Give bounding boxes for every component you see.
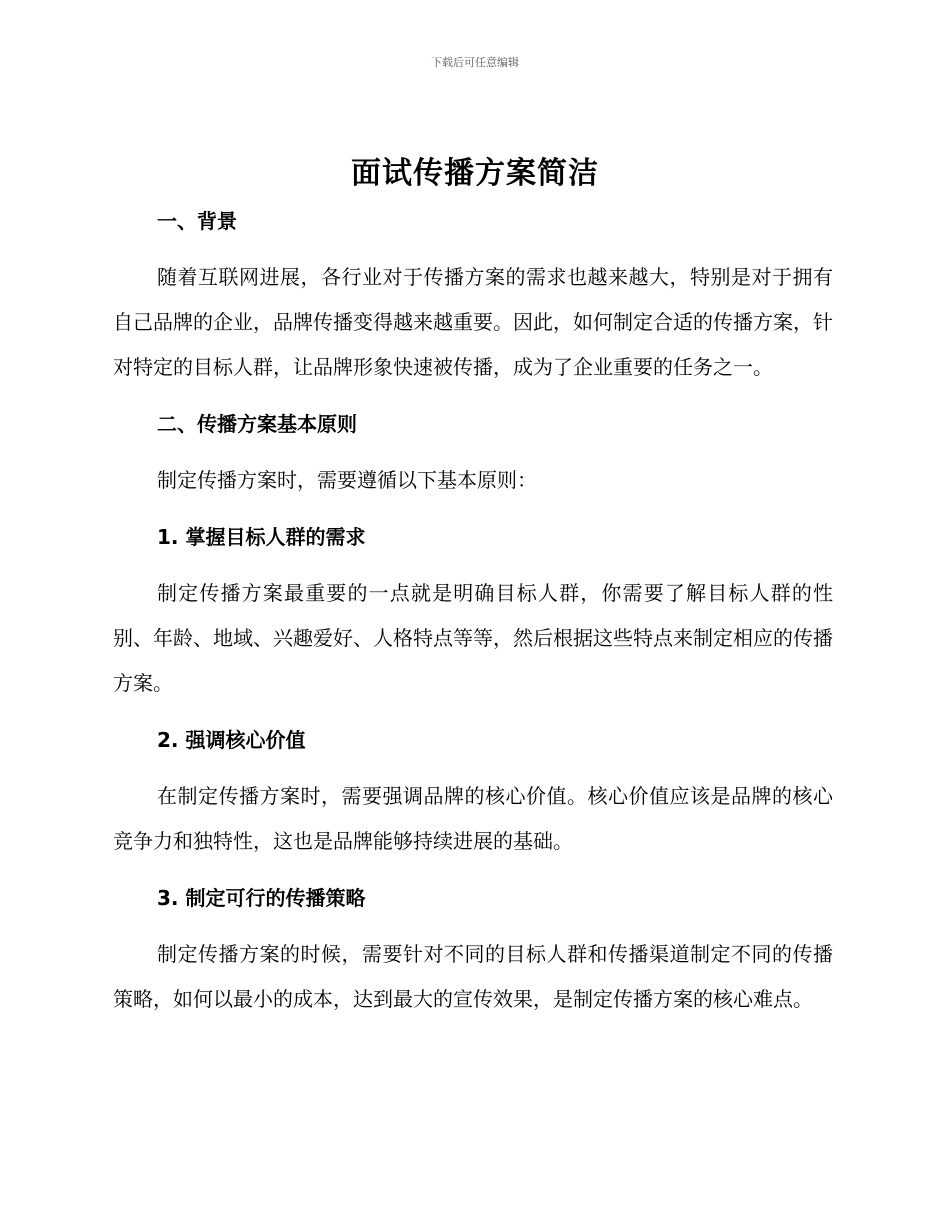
page-header-note: 下载后可任意编辑 xyxy=(431,56,519,69)
document-title: 面试传播方案简洁 xyxy=(351,156,599,191)
paragraph-strategy: 制定传播方案的时候，需要针对不同的目标人群和传播渠道制定不同的传播策略，如何以最小的成本，达到最大的宣传效果，是制定传播方案的核心难点。 xyxy=(113,942,833,1011)
subheading-strategy: 3. 制定可行的传播策略 xyxy=(157,886,366,910)
subheading-core-value: 2. 强调核心价值 xyxy=(157,728,306,752)
paragraph-core-value: 在制定传播方案时，需要强调品牌的核心价值。核心价值应该是品牌的核心竞争力和独特性，这也是品牌能够持续进展的基础。 xyxy=(113,784,833,853)
paragraph-background: 随着互联网进展，各行业对于传播方案的需求也越来越大，特别是对于拥有自己品牌的企业，品牌传播变得越来越重要。因此，如何制定合适的传播方案，针对特定的目标人群，让品牌形象快速被传播，成为了企业重要的任务之一。 xyxy=(113,265,833,379)
paragraph-principles-intro: 制定传播方案时，需要遵循以下基本原则： xyxy=(157,468,537,492)
section-heading-principles: 二、传播方案基本原则 xyxy=(157,412,357,436)
paragraph-target-audience: 制定传播方案最重要的一点就是明确目标人群，你需要了解目标人群的性别、年龄、地域、兴趣爱好、人格特点等等，然后根据这些特点来制定相应的传播方案。 xyxy=(113,581,833,695)
subheading-target-audience: 1. 掌握目标人群的需求 xyxy=(157,525,366,549)
section-heading-background: 一、背景 xyxy=(157,209,237,233)
document-body xyxy=(113,198,833,1033)
